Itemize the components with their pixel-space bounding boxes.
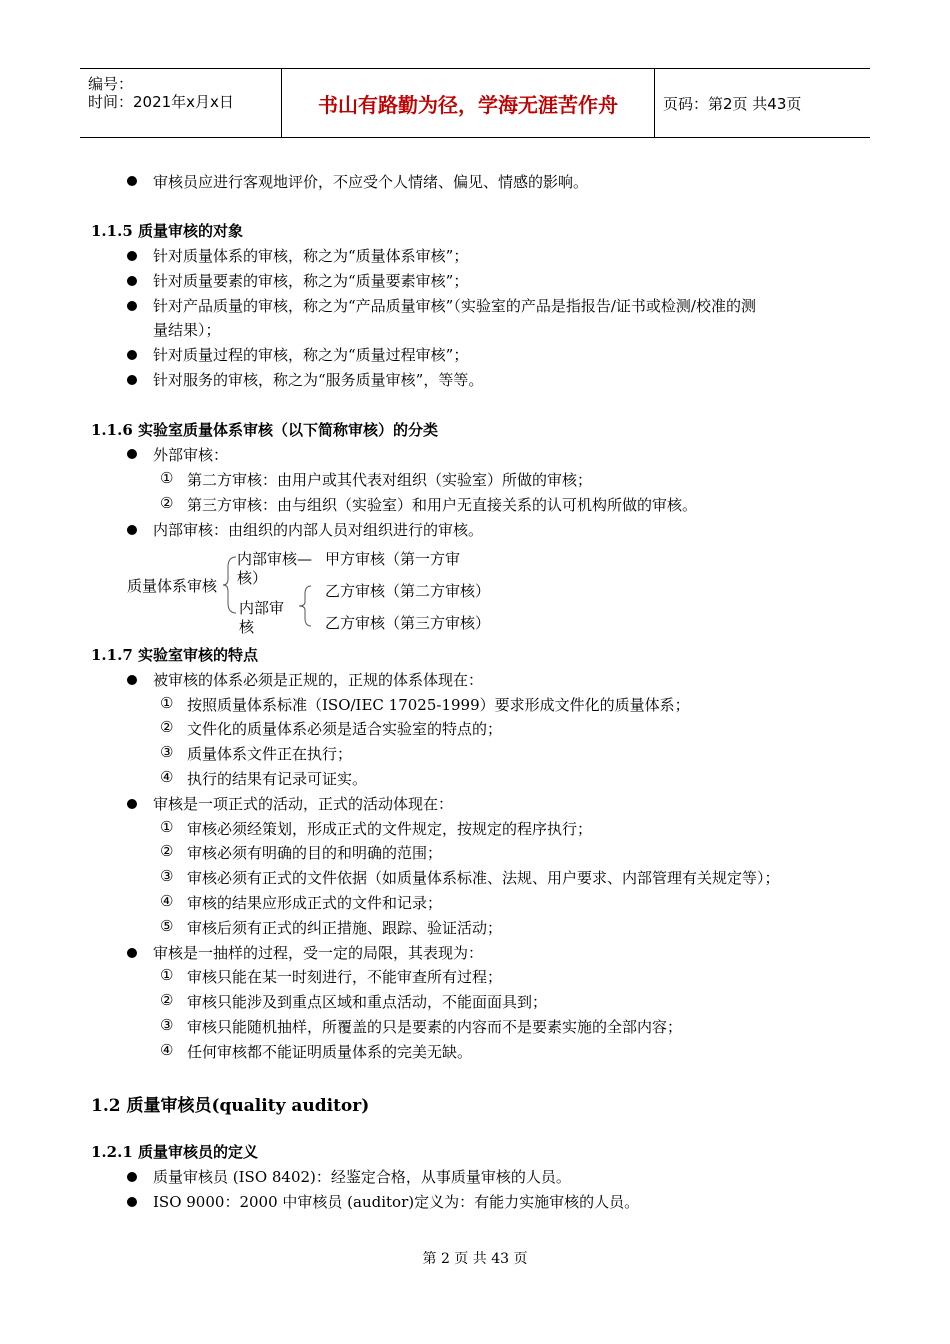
- diagram-leaf2: 乙方审核（第二方审核）: [325, 582, 491, 600]
- feature-bullet: 审核是一抽样的过程，受一定的局限，其表现为：: [153, 944, 484, 962]
- sub-item-number: ⑤: [160, 917, 174, 935]
- external-audit-label: 外部审核：: [153, 446, 229, 464]
- list-item: 质量审核员 (ISO 8402)：经鉴定合格，从事质量审核的人员。: [153, 1168, 571, 1186]
- section-heading-1-1-6: 1.1.6 实验室质量体系审核（以下简称审核）的分类: [91, 421, 438, 439]
- list-item: 针对服务的审核，称之为“服务质量审核”，等等。: [153, 371, 484, 389]
- sub-item-text: 执行的结果有记录可证实。: [187, 770, 368, 788]
- sub-item-number: ③: [160, 867, 174, 885]
- bullet-icon: [127, 301, 137, 311]
- bullet-icon: [127, 449, 137, 459]
- page-footer: 第 2 页 共 43 页: [422, 1251, 528, 1267]
- section-heading-1-2: 1.2 质量审核员(quality auditor): [91, 1096, 370, 1116]
- bullet-icon: [127, 251, 137, 261]
- left-brace-icon: [297, 584, 313, 628]
- feature-bullet: 审核是一项正式的活动，正式的活动体现在：: [153, 795, 454, 813]
- header-center-cell: [282, 69, 655, 137]
- sub-item-number: ①: [160, 469, 174, 487]
- header-date: 时间：2021年x月x日: [88, 93, 234, 111]
- bullet-icon: [127, 1172, 137, 1182]
- diagram-branch1-line2: 核）: [237, 569, 268, 587]
- sub-item-text: 审核只能涉及到重点区域和重点活动，不能面面具到；: [187, 993, 548, 1011]
- sub-item-text: 第二方审核：由用户或其代表对组织（实验室）所做的审核；: [187, 471, 593, 489]
- list-item: ISO 9000：2000 中审核员 (auditor)定义为：有能力实施审核的人员。: [153, 1193, 640, 1211]
- header-left-cell: [80, 69, 282, 137]
- header-page-info: 页码：第2页 共43页: [663, 94, 802, 113]
- sub-item-text: 审核必须有明确的目的和明确的范围；: [187, 844, 443, 862]
- sub-item-number: ①: [160, 818, 174, 836]
- section-heading-1-1-5: 1.1.5 质量审核的对象: [91, 222, 243, 240]
- list-item: 针对质量过程的审核，称之为“质量过程审核”；: [153, 346, 469, 364]
- bullet-icon: [127, 948, 137, 958]
- diagram-leaf3: 乙方审核（第三方审核）: [325, 614, 491, 632]
- left-brace-icon: [222, 555, 238, 615]
- bullet-icon: [127, 525, 137, 535]
- sub-item-number: ④: [160, 1041, 174, 1059]
- sub-item-text: 审核只能在某一时刻进行，不能审查所有过程；: [187, 968, 503, 986]
- bullet-icon: [127, 799, 137, 809]
- bullet-icon: [127, 1197, 137, 1207]
- sub-item-number: ②: [160, 842, 174, 860]
- sub-item-text: 审核的结果应形成正式的文件和记录；: [187, 894, 443, 912]
- page-header: [80, 68, 870, 138]
- sub-item-number: ①: [160, 694, 174, 712]
- sub-item-text: 任何审核都不能证明质量体系的完美无缺。: [187, 1043, 473, 1061]
- sub-item-text: 文件化的质量体系必须是适合实验室的特点的；: [187, 720, 503, 738]
- list-item-continuation: 量结果）；: [153, 321, 221, 339]
- sub-item-text: 审核只能随机抽样，所覆盖的只是要素的内容而不是要素实施的全部内容；: [187, 1018, 683, 1036]
- sub-item-text: 审核必须有正式的文件依据（如质量体系标准、法规、用户要求、内部管理有关规定等）；: [187, 869, 780, 887]
- bullet-icon: [127, 675, 137, 685]
- diagram-branch2-line2: 核: [239, 618, 255, 636]
- sub-item-text: 质量体系文件正在执行；: [187, 745, 353, 763]
- sub-item-number: ③: [160, 1016, 174, 1034]
- bullet-icon: [127, 276, 137, 286]
- sub-item-number: ④: [160, 768, 174, 786]
- list-item: 针对质量要素的审核，称之为“质量要素审核”；: [153, 272, 469, 290]
- bullet-icon: [127, 375, 137, 385]
- sub-item-text: 按照质量体系标准（ISO/IEC 17025-1999）要求形成文件化的质量体系；: [187, 696, 690, 714]
- header-right-cell: [655, 69, 870, 137]
- sub-item-text: 审核后须有正式的纠正措施、跟踪、验证活动；: [187, 919, 503, 937]
- diagram-branch2-line1: 内部审: [239, 599, 285, 617]
- diagram-branch1-line1: 内部审核—: [237, 550, 313, 568]
- diagram-root-label: 质量体系审核: [127, 577, 218, 595]
- list-item: 针对产品质量的审核，称之为“产品质量审核”（实验室的产品是指报告/证书或检测/校准的测: [153, 297, 756, 315]
- bullet-icon: [127, 176, 137, 186]
- intro-bullet-text: 审核员应进行客观地评价，不应受个人情绪、偏见、情感的影响。: [153, 173, 589, 191]
- sub-item-number: ②: [160, 718, 174, 736]
- sub-item-text: 第三方审核：由与组织（实验室）和用户无直接关系的认可机构所做的审核。: [187, 496, 698, 514]
- list-item: 针对质量体系的审核，称之为“质量体系审核”；: [153, 247, 469, 265]
- header-motto: 书山有路勤为径，学海无涯苦作舟: [318, 92, 618, 117]
- header-serial: 编号：: [88, 75, 134, 93]
- sub-item-number: ②: [160, 991, 174, 1009]
- sub-item-number: ①: [160, 966, 174, 984]
- sub-item-number: ④: [160, 892, 174, 910]
- section-heading-1-1-7: 1.1.7 实验室审核的特点: [91, 646, 258, 664]
- sub-item-text: 审核必须经策划，形成正式的文件规定，按规定的程序执行；: [187, 820, 593, 838]
- section-heading-1-2-1: 1.2.1 质量审核员的定义: [91, 1143, 258, 1161]
- sub-item-number: ③: [160, 743, 174, 761]
- feature-bullet: 被审核的体系必须是正规的，正规的体系体现在：: [153, 671, 484, 689]
- diagram-leaf1: 甲方审核（第一方审: [325, 550, 461, 568]
- sub-item-number: ②: [160, 494, 174, 512]
- internal-audit-text: 内部审核：由组织的内部人员对组织进行的审核。: [153, 521, 484, 539]
- bullet-icon: [127, 350, 137, 360]
